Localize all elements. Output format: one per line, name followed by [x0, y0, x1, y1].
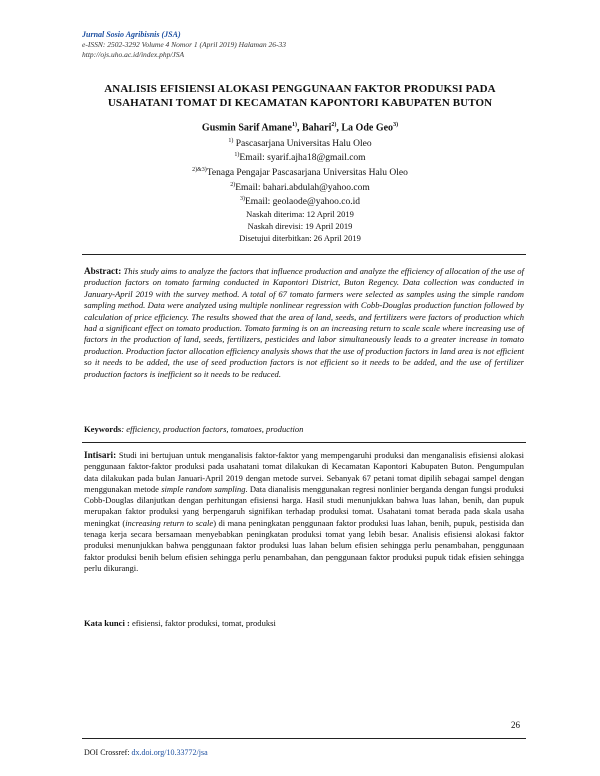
divider-footer — [82, 738, 526, 739]
author-names — [60, 120, 540, 134]
email-2: $^{2)}$Email: bahari.abdulah@yahoo.com — [230, 181, 370, 193]
kata-kunci-text: efisiensi, faktor produksi, tomat, produksi — [129, 618, 276, 628]
date-accepted: Disetujui diterbitkan: 26 April 2019 — [239, 233, 361, 243]
divider-middle — [82, 442, 526, 443]
keywords-text: : efficiency, production factors, tomatoes, production — [121, 424, 304, 434]
keywords — [84, 424, 524, 434]
author-3-sup: 3) — [393, 122, 399, 128]
author-3: , La Ode Geo — [336, 122, 394, 134]
doi-link[interactable]: dx.doi.org/10.33772/jsa — [131, 748, 208, 757]
kata-kunci-label: Kata kunci : — [84, 618, 130, 628]
affiliation-1: $^{1)}$ Pascasarjana Universitas Halu Oleo — [228, 137, 372, 149]
email-3: $^{3)}$Email: geolaode@yahoo.co.id — [239, 196, 361, 208]
paper-title — [60, 82, 540, 110]
issn-line: e-ISSN: 2502-3292 Volume 4 Nomor 1 (April 2019) Halaman 26-33 — [82, 40, 286, 49]
date-received: Naskah diterima: 12 April 2019 — [246, 209, 354, 219]
keywords-label: Keywords — [84, 424, 122, 434]
submission-dates — [60, 208, 540, 244]
kata-kunci — [84, 618, 524, 628]
abstract-text: This study aims to analyze the factors that influence production and analyze the efficiency of allocation of the use of production factors on tomato farming conducted in Kapontori District, Buton Regency. Data collection was conducted in January-April 2019 with the survey method. A total of 67 tomato farmers were selected as samples using the simple random sampling method. Data were analyzed using multiple nonlinear regression with Cobb-Douglas production function followed by calculation of price efficiency. The results showed that the area of land, seeds, and fertilizers were factors of production which had a significant effect on tomato production. Tomato farming is on an increasing return to scale scale where increasing use of factors in the production of land, seeds, fertilizers, pesticides and labor simultaneously leads to a greater increase in tomato production. Production factor allocation efficiency analysis shows that the use of production factors in land area is not efficient so it needs to be added, the use of seed production factors is not efficient so it needs to be added, and the use of fertilizer production factors is inefficient so it needs to be reduced. — [84, 266, 524, 379]
authors-block — [60, 120, 540, 209]
intisari: Intisari: Studi ini bertujuan untuk menganalisis faktor-faktor yang mempengaruhi produksi dan menganalisis efisiensi alokasi penggunaan faktor-faktor produksi pada usahatani tomat dilakukan di Kecamatan Kapontori Kabupaten Buton. Pengumpulan data dilakukan pada bulan Januari-April 2019 dengan metode survei. Sebanyak 67 petani tomat dipilih sebagai sampel dengan menggunakan metode simple random sampling. Data dianalisis menggunakan regresi nonlinier berganda dengan fungsi produksi Cobb-Douglas dilanjutkan dengan perhitungan efisiensi harga. Hasil studi menunjukkan bahwa luas lahan, benih, dan pupuk merupakan faktor produksi yang berpengaruh signifikan terhadap produksi tomat. Usahatani tomat berada pada skala usaha meningkat (increasing return to scale) di mana peningkatan penggunaan faktor produksi luas lahan, benih, pupuk, pestisida dan tenaga kerja secara bersamaan menyebabkan peningkatan produksi tomat yang lebih besar. Analisis efisiensi alokasi faktor produksi menunjukkan bahwa penggunaan faktor produksi luas lahan belum efisien sehingga perlu penambahan, penggunaan faktor produksi benih belum efisien sehingga perlu penambahan, dan penggunaan faktor produksi pupuk tidak efisien sehingga perlu dikurangi. — [84, 450, 524, 573]
journal-url[interactable]: http://ojs.uho.ac.id/index.php/JSA — [82, 50, 185, 59]
doi-footer — [84, 748, 208, 757]
abstract — [84, 266, 524, 380]
email-1: $^{1)}$Email: syarif.ajha18@gmail.com — [234, 152, 366, 164]
date-revised: Naskah direvisi: 19 April 2019 — [247, 221, 353, 231]
title-line-1: ANALISIS EFISIENSI ALOKASI PENGGUNAAN FAKTOR PRODUKSI PADA — [104, 83, 496, 95]
doi-label: DOI Crossref: — [84, 748, 132, 757]
journal-header — [82, 30, 286, 60]
author-2: , Bahari — [296, 122, 332, 134]
author-1: Gusmin Sarif Amane — [201, 122, 292, 134]
author-1-sup: 1) — [291, 122, 297, 128]
journal-name: Jurnal Sosio Agribisnis (JSA) — [82, 30, 181, 39]
affiliation-2: $^{2)\&3)}$Tenaga Pengajar Pascasarjana Universitas Halu Oleo — [192, 167, 408, 179]
divider-top — [82, 254, 526, 255]
page-number: 26 — [511, 720, 520, 730]
abstract-label: Abstract: — [84, 266, 122, 276]
intisari-label: Intisari: — [84, 450, 117, 460]
author-2-sup: 2) — [331, 122, 337, 128]
title-line-2: USAHATANI TOMAT DI KECAMATAN KAPONTORI KABUPATEN BUTON — [107, 97, 493, 109]
